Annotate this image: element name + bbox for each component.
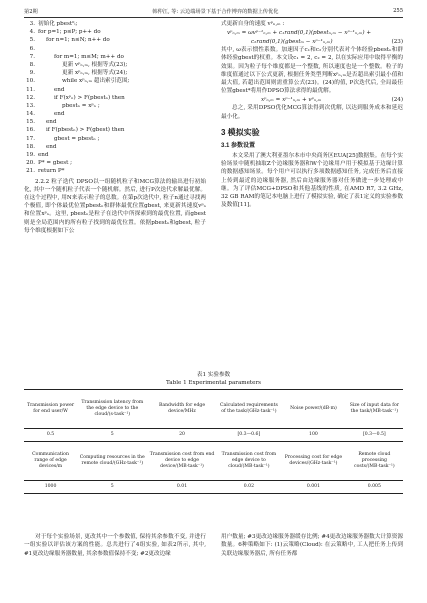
equation-23-text2: c₂rand(0,1)(gbestₘ − xᵖ⁻¹ₙ,ₘ) xyxy=(251,38,333,45)
table-header-cell: Transmission cost from edge device to cloud/(MB·task⁻¹) xyxy=(217,442,282,481)
algorithm-line xyxy=(24,118,206,126)
equation-23-text: vᵖₙ,ₘ = ωvᵖ⁻¹ₙ,ₘ + c₁rand(0,1)(pbestₙ,ₘ − xᵖ⁻¹ₙ,ₘ) + xyxy=(227,29,372,36)
summary-paragraph: 总之, 采用DPSO优化MCG算法得到次优解, 以达到服务成本和延迟最小化。 xyxy=(221,105,403,120)
bottom-left-paragraph: 对于每个实验场景, 更改其中一个参数值, 保持其余参数不变, 并进行一组实验以评估该方案的性能。总共进行了4组实验, 如表2所示, 其中, #1更改边缘服务器数量, 其余参数值保持不变; #2更改边缘 xyxy=(24,534,206,557)
table-header-row-2 xyxy=(24,442,403,481)
algorithm-line-text: 更新 vᵖₙ,ₘ, 根据等式(23); xyxy=(62,61,128,68)
algorithm-line-text: while xᵖₙ,ₘ 超出索引范围; xyxy=(62,78,130,85)
algorithm-line-text: for p=1; p≤P; p++ do xyxy=(38,29,101,36)
algorithm-line-text: 更新 xᵖₙ,ₘ, 根据等式(24); xyxy=(62,70,128,77)
equation-23-line2 xyxy=(221,37,403,46)
algorithm-line-text: end xyxy=(54,86,65,93)
algorithm-line-number: 14. xyxy=(26,111,35,118)
algorithm-line xyxy=(24,77,206,85)
equation-23-line1 xyxy=(221,28,403,37)
table-cell: 5 xyxy=(77,429,147,442)
algorithm-listing xyxy=(24,20,206,176)
algorithm-line-text: for n=1; n≤N; n++ do xyxy=(46,37,110,44)
algorithm-line xyxy=(24,94,206,102)
algorithm-line-number: 20. xyxy=(26,160,35,167)
algorithm-line-number: 21. xyxy=(26,168,35,175)
table-header-cell: Computing resources in the remote cloud/(GHz·task⁻¹) xyxy=(77,442,147,481)
inertia-paragraph: 其中, ω表示惯性系数。加速因子c₁和c₂分别代表对个体经验pbestₙ和群体经验gbest的权重。本文设c₁ = 2, c₂ = 2, 以在实际应用中取得平衡的效果。因为粒子每个维度都是一个整数, 所以速度也是一个整数。粒子的维度值通过以下公式更新, 根据任务类型判断xᵖₙ,ₘ是否超出索引最小值和最大值, 若超出范围则需重算公式(23)。(24)的值, P次迭代后, 全局最佳位置gbest*将用作DPSO算法求得的最优解。 xyxy=(221,47,403,95)
table-header-cell: Size of input data for the task/(MB·task⁻¹) xyxy=(346,390,403,429)
table-cell: 20 xyxy=(147,429,216,442)
bottom-right-paragraph: 用户数量; #3更改边缘服务器缓存比例; #4更改边缘服务器数大计算资源数量。6种策略如下: (1)云策略(Cloud): 在云策略中, 工人把任务上传到关联边缘服务器后, 所有任务都 xyxy=(221,534,403,557)
algorithm-line xyxy=(24,20,206,28)
algorithm-line-text: end xyxy=(46,119,57,126)
table-header-cell: Remote cloud processing costs/(MB·task⁻¹) xyxy=(346,442,403,481)
table-header-cell: Noise power/(dB·m) xyxy=(281,390,345,429)
algorithm-line-text: end xyxy=(46,143,57,150)
algorithm-line xyxy=(24,159,206,167)
left-column xyxy=(24,20,206,235)
algorithm-line xyxy=(24,102,206,110)
algorithm-line xyxy=(24,28,206,36)
subsection-heading: 3.1 参数设置 xyxy=(221,142,256,149)
algorithm-line-number: 10. xyxy=(26,78,35,85)
algorithm-line xyxy=(24,167,206,175)
velocity-intro: 式更新自身的速度 vᵖₙ,ₘ : xyxy=(221,21,285,27)
algorithm-line xyxy=(24,53,206,61)
table-cell: 0.02 xyxy=(217,481,282,494)
table-cell: 5 xyxy=(77,481,147,494)
algorithm-line-number: 18. xyxy=(26,143,35,150)
algorithm-line xyxy=(24,135,206,143)
algorithm-line-number: 6. xyxy=(29,45,35,52)
table-cell: 0.005 xyxy=(346,481,403,494)
algorithm-line xyxy=(24,143,206,151)
algorithm-line-number: 5. xyxy=(29,37,35,44)
experimental-parameters-table xyxy=(24,389,403,494)
algorithm-line-text: if F(pbestₙ) > F(gbest) then xyxy=(46,127,125,134)
algorithm-line-number: 7. xyxy=(29,53,35,60)
algorithm-line-text: P* = gbest ; xyxy=(38,160,73,167)
algorithm-line xyxy=(24,36,206,44)
algorithm-line-text: 初始化 pbest⁰ᵢ; xyxy=(38,21,78,27)
table-header-cell: Communication range of edge devices/m xyxy=(24,442,77,481)
algorithm-line-number: 15. xyxy=(26,119,35,126)
table-header-cell: Transmission power for end user/W xyxy=(24,390,77,429)
algorithm-line-number: 16. xyxy=(26,127,35,134)
header-issue: 第2期 xyxy=(24,8,38,15)
right-column xyxy=(221,20,403,209)
algorithm-line-number: 4. xyxy=(29,29,35,36)
algorithm-line xyxy=(24,86,206,94)
algorithm-line xyxy=(24,45,206,53)
header-running-title: 韩仲江, 等: 云边端场景下基于合作博弈的数据上传优化 xyxy=(152,8,279,15)
table-cell: 0.5 xyxy=(24,429,77,442)
table-cell: 0.01 xyxy=(147,481,216,494)
table-caption-en: Table 1 Experimental parameters xyxy=(165,379,262,386)
table-cell: 1000 xyxy=(24,481,77,494)
table-value-row-2 xyxy=(24,481,403,494)
table-header-cell: Bandwidth for edge device/MHz xyxy=(147,390,216,429)
table-caption xyxy=(24,372,403,387)
table-cell: 0.001 xyxy=(281,481,345,494)
table-caption-cn: 表1 实验参数 xyxy=(196,372,231,378)
algorithm-line xyxy=(24,61,206,69)
algorithm-line-number: 12. xyxy=(26,94,35,101)
table-header-cell: Transmission cost from end device to edge device/(MB·task⁻¹) xyxy=(147,442,216,481)
algorithm-line-text: for m=1; m≤M; m++ do xyxy=(54,53,124,60)
algorithm-line-number: 3. xyxy=(29,21,35,27)
equation-24-text: xᵖₙ,ₘ = xᵖ⁻¹ₙ,ₘ + vᵖₙ,ₘ xyxy=(261,96,322,103)
table-value-row-1 xyxy=(24,429,403,442)
table-header-cell: Calculated requirements of the task/(GHz·task⁻¹) xyxy=(217,390,282,429)
algorithm-line-number: 9. xyxy=(29,70,35,77)
algorithm-line xyxy=(24,69,206,77)
algorithm-line xyxy=(24,151,206,159)
particle-iteration-paragraph: 2.2.2 粒子迭代 DPSO以一组随机粒子和MCG算法的输出进行初始化, 其中一个随机粒子代表一个随机解。然后, 进行P次迭代求解最优解。在这个过程中, 用N来表示粒子的总数。在第p次迭代中, 粒子n通过寻找两个极值, 即个体最优位置pbestₙ和群体最优位置gbest, 来更新其速度vᵖₙ和位置xᵖₙ。这里, pbestₙ是粒子在迭代中所探索到的最优位置, 而gbest则是全局范围内的所有粒子找到的最优位置。依据pbestₙ和gbest, 粒子每个维度根据如下公 xyxy=(24,178,206,234)
parameter-setting-paragraph: 本文采用了澳大利亚墨尔本市中央商务区EUA[25]数据集。在每个实验场景中随机抽取Z个边缘服务器和W个边缘用户用于模拟基于边缘计算的数据感知场景。每个用户可以执行多项数据感知任务, 完成任务后直接上传到最近的边缘服务器, 然后由边缘服务器对任务做进一步处理或中继。为了评估MCG+DPSO和其他基线的性质, 在AMD R7, 3.2 GHz, 32 GB RAM的笔记本电脑上进行了模拟实验, 确定了表1定义的实验参数及数值[11]。 xyxy=(221,153,403,209)
algorithm-line-text: end xyxy=(54,111,65,118)
algorithm-line xyxy=(24,126,206,134)
algorithm-line-text: pbestₙ = xᵖₙ ; xyxy=(62,102,100,109)
section-heading: 3 模拟实验 xyxy=(221,127,260,137)
algorithm-line-text: if F(xᵖₙ) > F(pbestₙ) then xyxy=(54,94,125,101)
equation-24 xyxy=(221,95,403,104)
header-page-number: 255 xyxy=(393,8,403,14)
algorithm-line-number: 8. xyxy=(29,61,35,68)
algorithm-line xyxy=(24,110,206,118)
table-cell: [0.3—0.5] xyxy=(346,429,403,442)
algorithm-line-number: 11. xyxy=(26,86,35,93)
algorithm-line-number: 17. xyxy=(26,135,35,142)
algorithm-line-text: return P* xyxy=(38,168,65,175)
algorithm-line-text: gbest = pbestₙ ; xyxy=(54,135,100,142)
algorithm-line-number: 13. xyxy=(26,102,35,109)
table-cell: [0.3—0.6] xyxy=(217,429,282,442)
equation-23-number: (23) xyxy=(391,38,403,45)
equation-24-number: (24) xyxy=(391,96,403,103)
table-header-cell: Transmission latency from the edge device to the cloud/(s·task⁻¹) xyxy=(77,390,147,429)
algorithm-line-text: end xyxy=(38,152,49,158)
header-rule xyxy=(24,17,403,18)
table-header-row-1 xyxy=(24,390,403,429)
table-cell: 100 xyxy=(281,429,345,442)
algorithm-line-text xyxy=(38,46,46,52)
algorithm-line-number: 19. xyxy=(26,152,35,158)
table-header-cell: Processing cost for edge devices/(GHz·task⁻¹) xyxy=(281,442,345,481)
page-header xyxy=(24,6,403,16)
